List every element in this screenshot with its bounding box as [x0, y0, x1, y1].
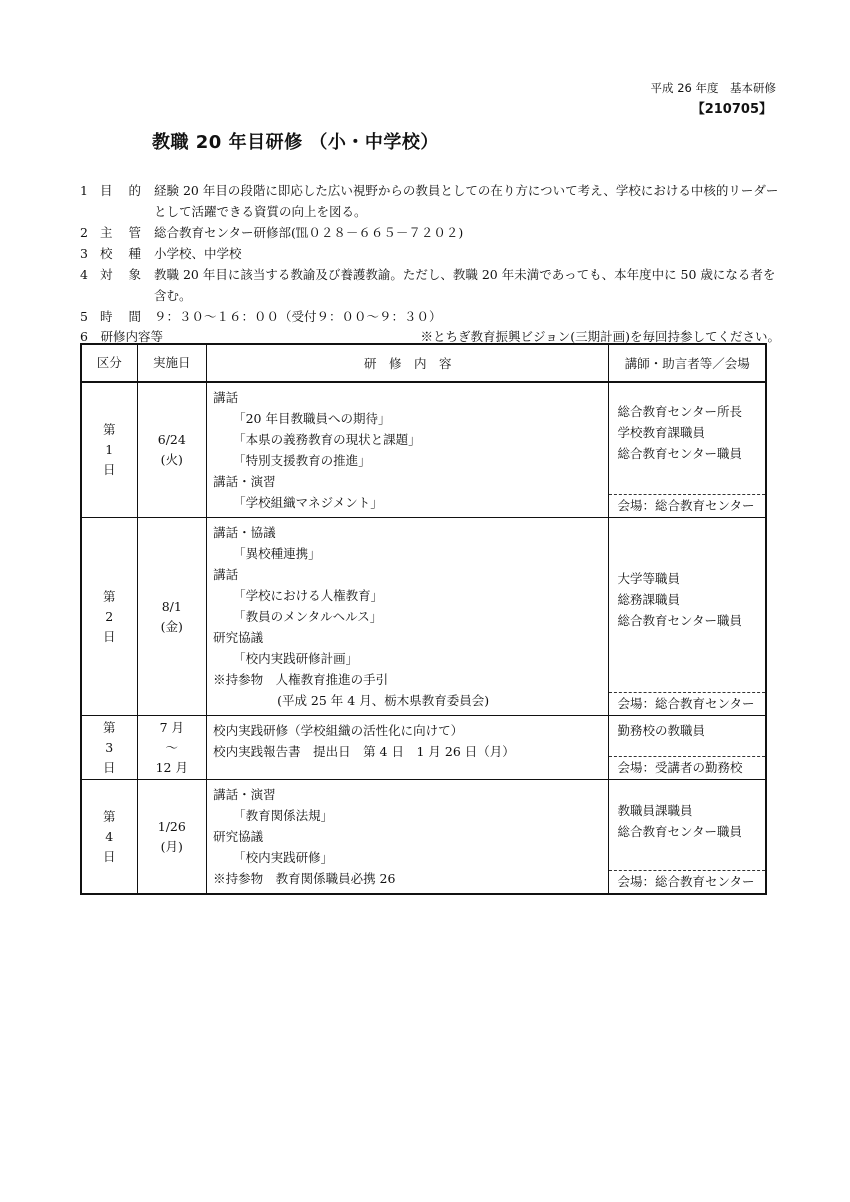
- content-line: (平成 25 年 4 月、栃木県教育委員会): [277, 693, 490, 708]
- instructor-name: 総合教育センター職員: [617, 613, 742, 628]
- date-text: 8/1: [161, 598, 182, 614]
- header-kubun: 区分: [81, 344, 137, 382]
- content-line: 講話・協議: [213, 525, 276, 540]
- instructor-name: 大学等職員: [617, 571, 680, 586]
- overview-list: [80, 180, 780, 347]
- kubun-text: 第: [103, 808, 116, 824]
- item-6-note: ※とちぎ教育振興ビジョン(三期計画)を毎回持参してください。: [420, 329, 780, 344]
- overview-item: [80, 306, 780, 327]
- date-text: ～: [165, 739, 179, 755]
- item-number: 1: [80, 183, 88, 198]
- instructor-list: [609, 383, 765, 464]
- date-cell: [137, 382, 207, 518]
- instructor-list: [609, 780, 765, 842]
- table-row: [81, 518, 766, 716]
- table-row: [81, 382, 766, 518]
- content-line: 講話: [213, 567, 239, 582]
- training-schedule-table: [80, 343, 767, 895]
- content-line: ※持参物 教育関係職員必携 26: [213, 871, 396, 886]
- date-cell: [137, 518, 207, 716]
- venue-label: 会場：受講者の勤務校: [609, 756, 765, 779]
- kubun-text: 日: [103, 628, 116, 644]
- content-line: 「本県の義務教育の現状と課題」: [233, 432, 421, 447]
- content-line: 「教員のメンタルヘルス」: [233, 609, 383, 624]
- overview-item: [80, 264, 780, 306]
- date-text: 1/26: [157, 818, 186, 834]
- item-number: 5: [80, 309, 88, 324]
- kubun-cell: [81, 716, 137, 780]
- content-line: ※持参物 人権教育推進の手引: [213, 672, 389, 687]
- header-date: 実施日: [137, 344, 207, 382]
- instructor-name: 総合教育センター職員: [617, 446, 742, 461]
- item-value: 教職 20 年目に該当する教諭及び養護教諭。ただし、教職 20 年未満であっても、本年度中に 50 歳になる者を含む。: [154, 267, 776, 303]
- content-line: 講話・演習: [213, 474, 276, 489]
- item-number: 4: [80, 267, 88, 282]
- date-text: 7 月: [159, 719, 185, 735]
- course-code: 【210705】: [691, 102, 772, 117]
- kubun-text: 日: [103, 848, 116, 864]
- date-cell: [137, 716, 207, 780]
- instructor-list: [609, 716, 765, 741]
- instructor-name: 総務課職員: [617, 592, 680, 607]
- item-value: ９：３０～１６：００（受付９：００～９：３０）: [154, 309, 442, 324]
- content-line: 「学校組織マネジメント」: [233, 495, 383, 510]
- item-value: 経験 20 年目の段階に即応した広い視野からの教員としての在り方について考え、学校における中核的リーダーとして活躍できる資質の向上を図る。: [154, 183, 779, 219]
- kubun-text: 1: [105, 442, 114, 457]
- content-line: 講話・演習: [213, 787, 276, 802]
- header-content: 研 修 内 容: [207, 344, 609, 382]
- content-cell: [207, 382, 609, 518]
- kubun-text: 3: [105, 739, 114, 755]
- kubun-text: 第: [103, 422, 116, 437]
- table-row: [81, 716, 766, 780]
- instructor-name: 勤務校の教職員: [617, 723, 705, 738]
- item-key: 目 的: [100, 183, 147, 198]
- item-number: 3: [80, 246, 88, 261]
- overview-item: [80, 243, 780, 264]
- date-text: (月): [160, 838, 183, 854]
- kubun-text: 第: [103, 719, 116, 735]
- venue-label: 会場：総合教育センター: [609, 870, 765, 893]
- table-row: [81, 780, 766, 895]
- content-line: 「校内実践研修計画」: [233, 651, 359, 666]
- instructor-name: 総合教育センター職員: [617, 824, 742, 839]
- kubun-text: 2: [105, 608, 114, 624]
- instructor-name: 学校教育課職員: [617, 425, 705, 440]
- item-number: 2: [80, 225, 88, 240]
- page-title: 教職 20 年目研修 （小・中学校）: [152, 132, 439, 153]
- instructor-cell: [609, 518, 766, 716]
- date-text: 12 月: [155, 759, 188, 775]
- item-key: 対 象: [100, 267, 147, 282]
- date-text: 6/24: [157, 432, 186, 447]
- item-key: 主 管: [100, 225, 147, 240]
- content-line: 「特別支援教育の推進」: [233, 453, 371, 468]
- overview-item: [80, 180, 780, 222]
- kubun-cell: [81, 780, 137, 895]
- content-line: 研究協議: [213, 630, 264, 645]
- content-line: 講話: [213, 390, 239, 405]
- kubun-text: 4: [105, 828, 114, 844]
- item-6-label: 6 研修内容等: [80, 329, 163, 344]
- date-text: (金): [160, 618, 183, 634]
- date-text: (火): [160, 452, 183, 467]
- instructor-cell: [609, 716, 766, 780]
- instructor-name: 総合教育センター所長: [617, 404, 742, 419]
- content-cell: [207, 518, 609, 716]
- kubun-cell: [81, 518, 137, 716]
- content-line: 「20 年目教職員への期待」: [233, 411, 391, 426]
- kubun-text: 日: [103, 759, 116, 775]
- content-line: 「異校種連携」: [233, 546, 321, 561]
- instructor-list: [609, 518, 765, 631]
- table-header-row: [81, 344, 766, 382]
- overview-item: [80, 222, 780, 243]
- instructor-name: 教職員課職員: [617, 803, 693, 818]
- kubun-cell: [81, 382, 137, 518]
- kubun-text: 第: [103, 588, 116, 604]
- date-cell: [137, 780, 207, 895]
- item-key: 校 種: [100, 246, 147, 261]
- content-line: 「教育関係法規」: [233, 808, 334, 823]
- fiscal-year-label: 平成 26 年度 基本研修: [650, 81, 776, 95]
- instructor-cell: [609, 382, 766, 518]
- instructor-cell: [609, 780, 766, 895]
- venue-label: 会場：総合教育センター: [609, 692, 765, 715]
- content-line: 「校内実践研修」: [233, 850, 334, 865]
- kubun-text: 日: [103, 462, 116, 477]
- content-line: 校内実践研修（学校組織の活性化に向けて）: [213, 723, 464, 738]
- item-key: 時 間: [100, 309, 147, 324]
- item-value: 小学校、中学校: [154, 246, 242, 261]
- content-cell: [207, 780, 609, 895]
- content-line: 研究協議: [213, 829, 264, 844]
- content-line: 校内実践報告書 提出日 第 4 日 1 月 26 日（月）: [213, 744, 515, 759]
- content-line: 「学校における人権教育」: [233, 588, 384, 603]
- content-cell: [207, 716, 609, 780]
- header-instructors: 講師・助言者等／会場: [609, 344, 766, 382]
- item-value: 総合教育センター研修部(℡０２８－６６５－７２０２): [154, 225, 464, 240]
- venue-label: 会場：総合教育センター: [609, 494, 765, 517]
